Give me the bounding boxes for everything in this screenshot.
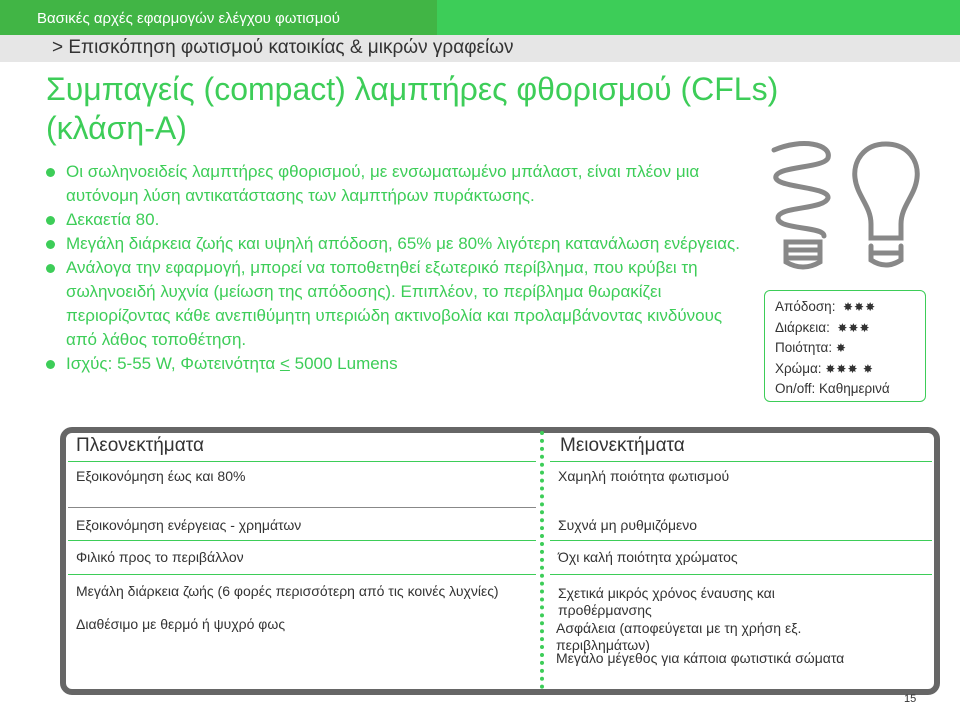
cons-item: Χαμηλή ποιότητα φωτισμού — [558, 468, 730, 484]
bullet-item — [46, 256, 746, 352]
rating-efficiency: Απόδοση: ✸✸✸ — [775, 299, 877, 314]
less-equal-sign: < — [279, 354, 290, 373]
bullet-text-end: 5000 Lumens — [289, 354, 398, 373]
pros-item: Εξοικονόμηση έως και 80% — [76, 468, 246, 484]
bullet-text: Ανάλογα την εφαρμογή, μπορεί να τοποθετηθεί εξωτερικό περίβλημα, που κρύβει τη σωληνοειδή λυχνία (μείωση της απόδοσης). Επιπλέον, το περίβλημα θωρακίζει περιορίζοντας κάθε ανεπιθύμητη υπεριώδη ακτινοβολία και προλαμβάνοντας κινδύνους από λάθος τοποθέτηση. — [66, 258, 723, 349]
star-icon: ✸✸✸ — [842, 300, 877, 314]
star-icon: ✸ — [835, 341, 847, 355]
page-title-line2: (κλάση-Α) — [46, 110, 187, 146]
bullet-text: Ισχύς: 5-55 W, Φωτεινότητα — [66, 354, 280, 373]
cfl-spiral-bulb-icon — [762, 138, 844, 276]
section-title: Βασικές αρχές εφαρμογών ελέγχου φωτισμού — [37, 10, 340, 27]
row-divider — [550, 540, 932, 541]
pros-item: Εξοικονόμηση ενέργειας - χρημάτων — [76, 517, 302, 533]
bullet-text: Μεγάλη διάρκεια ζωής και υψηλή απόδοση, 65% με 80% λιγότερη κατανάλωση ενέργειας. — [66, 234, 740, 253]
pros-item: Μεγάλη διάρκεια ζωής (6 φορές περισσότερη από τις κοινές λυχνίες) — [76, 583, 499, 599]
bullet-item — [46, 352, 746, 376]
bullet-dot-icon — [46, 216, 55, 225]
ratings-box — [764, 290, 926, 402]
header-divider — [550, 461, 932, 462]
bullet-dot-icon — [46, 264, 55, 273]
cons-item: Ασφάλεια (αποφεύγεται με τη χρήση εξ. περιβλημάτων) — [556, 620, 802, 653]
row-divider — [68, 574, 536, 575]
rating-color: Χρώμα: ✸✸✸ ✸ — [775, 360, 874, 376]
page-subtitle: > Επισκόπηση φωτισμού κατοικίας & μικρών γραφείων — [52, 37, 514, 58]
bulb-outline-icon — [847, 138, 925, 276]
bullet-dot-icon — [46, 360, 55, 369]
bullet-dot-icon — [46, 240, 55, 249]
cons-item: Μεγάλο μέγεθος για κάποια φωτιστικά σώματα — [556, 650, 845, 666]
row-divider — [68, 507, 536, 508]
bullet-item — [46, 160, 746, 208]
bullet-list — [46, 160, 746, 376]
cons-item: Όχι καλή ποιότητα χρώματος — [558, 549, 738, 565]
star-icon: ✸✸✸ — [837, 320, 871, 335]
rating-onoff: On/off: Καθημερινά — [775, 381, 890, 396]
bullet-item — [46, 208, 746, 232]
row-divider — [68, 540, 536, 541]
star-icon: ✸✸✸ ✸ — [825, 361, 874, 376]
column-divider — [540, 431, 544, 689]
cons-item: Σχετικά μικρός χρόνος έναυσης και προθέρμανσης — [558, 585, 775, 618]
bullet-item — [46, 232, 746, 256]
cons-header: Μειονεκτήματα — [560, 435, 685, 456]
bullet-text: Δεκαετία 80. — [66, 210, 160, 229]
page-number: 15 — [904, 693, 917, 705]
header-divider — [68, 461, 536, 462]
page-title-line1: Συμπαγείς (compact) λαμπτήρες φθορισμού (CFLs) — [46, 71, 779, 107]
row-divider — [550, 574, 932, 575]
bullet-text: Οι σωληνοειδείς λαμπτήρες φθορισμού, με ενσωματωμένο μπάλαστ, είναι πλέον μια αυτόνομη λύση αντικατάστασης των λαμπτήρων πυράκτωσης. — [66, 162, 700, 205]
bullet-dot-icon — [46, 168, 55, 177]
pros-item: Φιλικό προς το περιβάλλον — [76, 549, 244, 565]
page-title — [46, 70, 926, 148]
cons-item: Συχνά μη ρυθμιζόμενο — [558, 517, 698, 533]
pros-item: Διαθέσιμο με θερμό ή ψυχρό φως — [76, 616, 286, 632]
rating-duration: Διάρκεια: ✸✸✸ — [775, 319, 871, 335]
rating-quality: Ποιότητα: ✸ — [775, 340, 847, 355]
pros-header: Πλεονεκτήματα — [76, 435, 204, 456]
